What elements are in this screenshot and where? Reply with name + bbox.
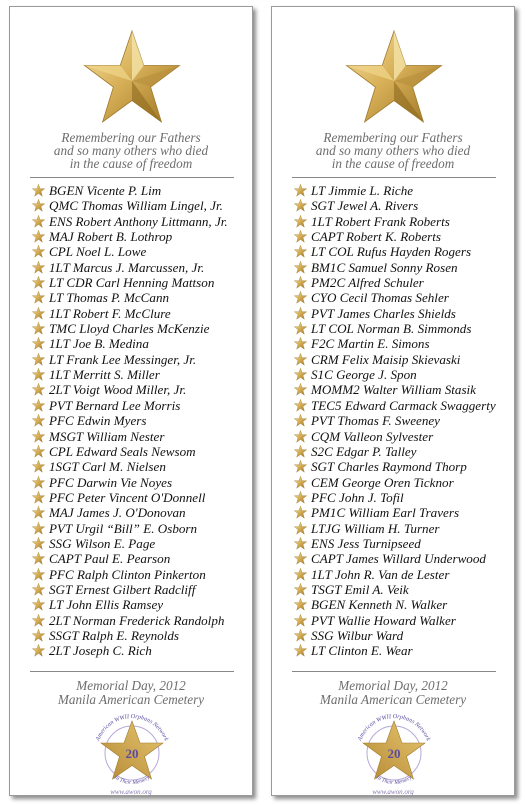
memorial-card-right bbox=[271, 6, 515, 796]
name-entry bbox=[294, 367, 496, 382]
name-text: PVT Bernard Lee Morris bbox=[49, 397, 181, 413]
name-text: BGEN Vicente P. Lim bbox=[49, 183, 162, 198]
star-bullet-icon bbox=[32, 414, 45, 427]
name-entry bbox=[32, 398, 228, 413]
star-bullet-icon bbox=[294, 215, 307, 228]
memorial-footer bbox=[10, 679, 252, 707]
name-entry bbox=[294, 521, 496, 536]
name-text: PVT James Charles Shields bbox=[311, 305, 456, 321]
star-bullet-icon bbox=[294, 353, 307, 366]
star-bullet-icon bbox=[32, 383, 45, 396]
name-entry bbox=[32, 567, 228, 582]
names-list bbox=[294, 183, 496, 659]
star-bullet-icon bbox=[32, 353, 45, 366]
star-bullet-icon bbox=[32, 291, 45, 304]
name-entry bbox=[32, 444, 228, 459]
dedication-text bbox=[10, 131, 252, 170]
name-text: SGT Ernest Gilbert Radcliff bbox=[49, 581, 196, 597]
name-text: LT Thomas P. McCann bbox=[49, 290, 170, 306]
star-bullet-icon bbox=[32, 445, 45, 458]
name-entry bbox=[294, 229, 496, 244]
star-bullet-icon bbox=[32, 245, 45, 258]
star-bullet-icon bbox=[294, 476, 307, 489]
name-entry bbox=[32, 551, 228, 566]
star-bullet-icon bbox=[32, 276, 45, 289]
name-entry bbox=[294, 582, 496, 597]
name-entry bbox=[32, 413, 228, 428]
name-text: PFC Peter Vincent O'Donnell bbox=[49, 489, 206, 505]
footer-line: Manila American Cemetery bbox=[319, 692, 467, 707]
star-bullet-icon bbox=[32, 537, 45, 550]
dedication-line: in the cause of freedom bbox=[331, 156, 455, 171]
name-entry bbox=[294, 382, 496, 397]
name-text: PM2C Alfred Schuler bbox=[311, 275, 424, 291]
name-entry bbox=[294, 244, 496, 259]
star-bullet-icon bbox=[294, 291, 307, 304]
star-bullet-icon bbox=[32, 568, 45, 581]
footer-line: Manila American Cemetery bbox=[57, 692, 205, 707]
name-entry bbox=[32, 275, 228, 290]
dedication-line: Remembering our Fathers bbox=[323, 130, 463, 145]
name-text: PFC John J. Tofil bbox=[311, 489, 404, 505]
star-bullet-icon bbox=[294, 445, 307, 458]
star-bullet-icon bbox=[32, 199, 45, 212]
name-text: LT Clinton E. Wear bbox=[311, 643, 413, 659]
logo-arc-bottom: In Their Memory bbox=[112, 774, 152, 787]
star-bullet-icon bbox=[294, 430, 307, 443]
name-entry bbox=[32, 536, 228, 551]
star-bullet-icon bbox=[294, 184, 307, 197]
name-entry bbox=[32, 582, 228, 597]
name-entry bbox=[294, 536, 496, 551]
name-entry bbox=[32, 429, 228, 444]
awon-logo bbox=[85, 709, 179, 789]
divider bbox=[30, 671, 234, 672]
name-text: CEM George Oren Ticknor bbox=[311, 474, 454, 490]
star-bullet-icon bbox=[32, 583, 45, 596]
star-bullet-icon bbox=[32, 491, 45, 504]
star-bullet-icon bbox=[294, 245, 307, 258]
name-entry bbox=[32, 321, 228, 336]
star-bullet-icon bbox=[32, 184, 45, 197]
star-bullet-icon bbox=[32, 629, 45, 642]
memorial-footer bbox=[272, 679, 514, 707]
name-text: 1LT John R. Van de Lester bbox=[311, 566, 450, 582]
name-text: SSG Wilbur Ward bbox=[311, 627, 404, 643]
star-bullet-icon bbox=[32, 307, 45, 320]
name-entry bbox=[32, 490, 228, 505]
logo-arc-top: American WWII Orphans Network bbox=[356, 712, 432, 743]
name-text: PFC Edwin Myers bbox=[49, 413, 147, 429]
name-text: 1LT Merritt S. Miller bbox=[49, 367, 160, 383]
name-entry bbox=[32, 290, 228, 305]
name-text: 1LT Robert F. McClure bbox=[49, 305, 171, 321]
name-text: MAJ James J. O'Donovan bbox=[49, 505, 186, 521]
awon-logo bbox=[347, 709, 441, 789]
star-bullet-icon bbox=[32, 230, 45, 243]
name-entry bbox=[294, 628, 496, 643]
name-entry bbox=[32, 352, 228, 367]
name-text: QMC Thomas William Lingel, Jr. bbox=[49, 198, 223, 214]
name-text: PFC Ralph Clinton Pinkerton bbox=[49, 566, 206, 582]
gold-star-icon bbox=[344, 29, 444, 125]
name-text: LT CDR Carl Henning Mattson bbox=[49, 275, 215, 291]
star-bullet-icon bbox=[294, 276, 307, 289]
name-entry bbox=[294, 336, 496, 351]
name-entry bbox=[32, 628, 228, 643]
name-entry bbox=[294, 505, 496, 520]
name-text: CYO Cecil Thomas Sehler bbox=[311, 290, 449, 306]
name-entry bbox=[294, 597, 496, 612]
name-text: SGT Charles Raymond Thorp bbox=[311, 459, 467, 475]
star-bullet-icon bbox=[294, 506, 307, 519]
footer-line: Memorial Day, 2012 bbox=[338, 678, 448, 693]
name-text: 2LT Joseph C. Rich bbox=[49, 643, 152, 659]
name-text: LT Jimmie L. Riche bbox=[311, 183, 414, 198]
name-text: PVT Wallie Howard Walker bbox=[311, 612, 456, 628]
star-bullet-icon bbox=[32, 430, 45, 443]
name-entry bbox=[32, 597, 228, 612]
name-text: CAPT Robert K. Roberts bbox=[311, 229, 441, 245]
name-text: PM1C William Earl Travers bbox=[311, 505, 460, 521]
name-text: TMC Lloyd Charles McKenzie bbox=[49, 321, 210, 337]
name-text: CPL Noel L. Lowe bbox=[49, 244, 147, 260]
star-bullet-icon bbox=[294, 322, 307, 335]
star-bullet-icon bbox=[32, 399, 45, 412]
name-text: 1LT Robert Frank Roberts bbox=[311, 213, 450, 229]
star-bullet-icon bbox=[294, 399, 307, 412]
name-text: 2LT Voigt Wood Miller, Jr. bbox=[49, 382, 187, 398]
name-text: PVT Thomas F. Sweeney bbox=[311, 413, 440, 429]
star-bullet-icon bbox=[294, 552, 307, 565]
star-bullet-icon bbox=[294, 261, 307, 274]
star-bullet-icon bbox=[32, 598, 45, 611]
star-bullet-icon bbox=[32, 552, 45, 565]
star-bullet-icon bbox=[294, 537, 307, 550]
name-entry bbox=[294, 567, 496, 582]
name-entry bbox=[294, 613, 496, 628]
star-bullet-icon bbox=[32, 476, 45, 489]
name-text: TSGT Emil A. Veik bbox=[311, 581, 409, 597]
name-text: MSGT William Nester bbox=[49, 428, 165, 444]
star-bullet-icon bbox=[294, 568, 307, 581]
footer-line: Memorial Day, 2012 bbox=[76, 678, 186, 693]
name-text: BM1C Samuel Sonny Rosen bbox=[311, 259, 458, 275]
star-bullet-icon bbox=[294, 644, 307, 657]
name-text: 1LT Marcus J. Marcussen, Jr. bbox=[49, 259, 205, 275]
name-text: CQM Valleon Sylvester bbox=[311, 428, 434, 444]
star-bullet-icon bbox=[294, 614, 307, 627]
star-bullet-icon bbox=[294, 583, 307, 596]
memorial-card-left bbox=[9, 6, 253, 796]
star-bullet-icon bbox=[294, 522, 307, 535]
star-bullet-icon bbox=[32, 522, 45, 535]
name-text: LT COL Rufus Hayden Rogers bbox=[311, 244, 472, 260]
name-entry bbox=[294, 459, 496, 474]
name-text: SSGT Ralph E. Reynolds bbox=[49, 627, 179, 643]
star-bullet-icon bbox=[294, 460, 307, 473]
star-bullet-icon bbox=[32, 644, 45, 657]
name-entry bbox=[294, 413, 496, 428]
name-entry bbox=[294, 352, 496, 367]
logo-arc-bottom: In Their Memory bbox=[374, 774, 414, 787]
divider bbox=[292, 671, 496, 672]
name-text: SGT Jewel A. Rivers bbox=[311, 198, 419, 214]
dedication-text bbox=[272, 131, 514, 170]
star-bullet-icon bbox=[294, 368, 307, 381]
website-url: www.awon.org bbox=[372, 788, 414, 796]
star-bullet-icon bbox=[32, 614, 45, 627]
name-text: ENS Robert Anthony Littmann, Jr. bbox=[49, 213, 228, 229]
name-text: CPL Edward Seals Newsom bbox=[49, 443, 196, 459]
name-text: 1LT Joe B. Medina bbox=[49, 336, 149, 352]
dedication-line: and so many others who died bbox=[315, 143, 471, 158]
name-text: S1C George J. Spon bbox=[311, 367, 417, 383]
star-bullet-icon bbox=[32, 337, 45, 350]
star-bullet-icon bbox=[32, 215, 45, 228]
name-text: S2C Edgar P. Talley bbox=[311, 443, 417, 459]
star-bullet-icon bbox=[294, 337, 307, 350]
star-bullet-icon bbox=[294, 199, 307, 212]
name-entry bbox=[294, 260, 496, 275]
name-entry bbox=[294, 444, 496, 459]
star-bullet-icon bbox=[294, 383, 307, 396]
name-entry bbox=[294, 398, 496, 413]
name-entry bbox=[32, 382, 228, 397]
gold-star-icon bbox=[82, 29, 182, 125]
star-bullet-icon bbox=[32, 322, 45, 335]
name-text: CAPT Paul E. Pearson bbox=[49, 551, 171, 567]
name-entry bbox=[32, 521, 228, 536]
name-entry bbox=[294, 475, 496, 490]
name-entry bbox=[32, 613, 228, 628]
star-bullet-icon bbox=[294, 598, 307, 611]
name-text: LT John Ellis Ramsey bbox=[49, 597, 164, 613]
star-bullet-icon bbox=[32, 506, 45, 519]
name-entry bbox=[294, 183, 496, 198]
name-entry bbox=[32, 214, 228, 229]
name-text: SSG Wilson E. Page bbox=[49, 535, 156, 551]
name-entry bbox=[294, 321, 496, 336]
name-entry bbox=[294, 490, 496, 505]
name-entry bbox=[32, 643, 228, 658]
name-entry bbox=[32, 244, 228, 259]
name-entry bbox=[32, 229, 228, 244]
name-entry bbox=[294, 551, 496, 566]
dedication-line: Remembering our Fathers bbox=[61, 130, 201, 145]
divider bbox=[292, 177, 496, 178]
dedication-line: and so many others who died bbox=[53, 143, 209, 158]
star-bullet-icon bbox=[294, 491, 307, 504]
star-bullet-icon bbox=[32, 460, 45, 473]
name-text: PFC Darwin Vie Noyes bbox=[49, 474, 173, 490]
name-entry bbox=[32, 198, 228, 213]
name-text: PVT Urgil “Bill” E. Osborn bbox=[49, 520, 198, 536]
logo-center-number: 20 bbox=[125, 746, 139, 761]
star-bullet-icon bbox=[294, 230, 307, 243]
name-entry bbox=[32, 336, 228, 351]
name-text: LT COL Norman B. Simmonds bbox=[311, 321, 472, 337]
star-bullet-icon bbox=[32, 368, 45, 381]
logo-arc-top: American WWII Orphans Network bbox=[94, 712, 170, 743]
name-text: MAJ Robert B. Lothrop bbox=[49, 229, 173, 245]
name-entry bbox=[32, 367, 228, 382]
name-text: MOMM2 Walter William Stasik bbox=[311, 382, 476, 398]
star-bullet-icon bbox=[294, 414, 307, 427]
name-text: F2C Martin E. Simons bbox=[311, 336, 430, 352]
name-text: LTJG William H. Turner bbox=[311, 520, 440, 536]
name-entry bbox=[294, 429, 496, 444]
logo-center-number: 20 bbox=[387, 746, 401, 761]
divider bbox=[30, 177, 234, 178]
name-text: 2LT Norman Frederick Randolph bbox=[49, 612, 225, 628]
name-entry bbox=[294, 306, 496, 321]
name-text: TEC5 Edward Carmack Swaggerty bbox=[311, 397, 496, 413]
star-bullet-icon bbox=[32, 261, 45, 274]
names-list bbox=[32, 183, 228, 659]
name-text: BGEN Kenneth N. Walker bbox=[311, 597, 448, 613]
star-bullet-icon bbox=[294, 307, 307, 320]
name-entry bbox=[32, 475, 228, 490]
name-text: 1SGT Carl M. Nielsen bbox=[49, 459, 166, 475]
name-text: CRM Felix Maisip Skievaski bbox=[311, 351, 461, 367]
name-text: LT Frank Lee Messinger, Jr. bbox=[49, 351, 197, 367]
name-entry bbox=[32, 260, 228, 275]
name-entry bbox=[294, 198, 496, 213]
name-text: ENS Jess Turnipseed bbox=[311, 535, 421, 551]
name-entry bbox=[294, 214, 496, 229]
star-bullet-icon bbox=[294, 629, 307, 642]
name-entry bbox=[32, 505, 228, 520]
name-text: CAPT James Willard Underwood bbox=[311, 551, 486, 567]
name-entry bbox=[32, 183, 228, 198]
website-url: www.awon.org bbox=[110, 788, 152, 796]
dedication-line: in the cause of freedom bbox=[69, 156, 193, 171]
name-entry bbox=[294, 290, 496, 305]
name-entry bbox=[32, 459, 228, 474]
name-entry bbox=[294, 275, 496, 290]
name-entry bbox=[294, 643, 496, 658]
name-entry bbox=[32, 306, 228, 321]
